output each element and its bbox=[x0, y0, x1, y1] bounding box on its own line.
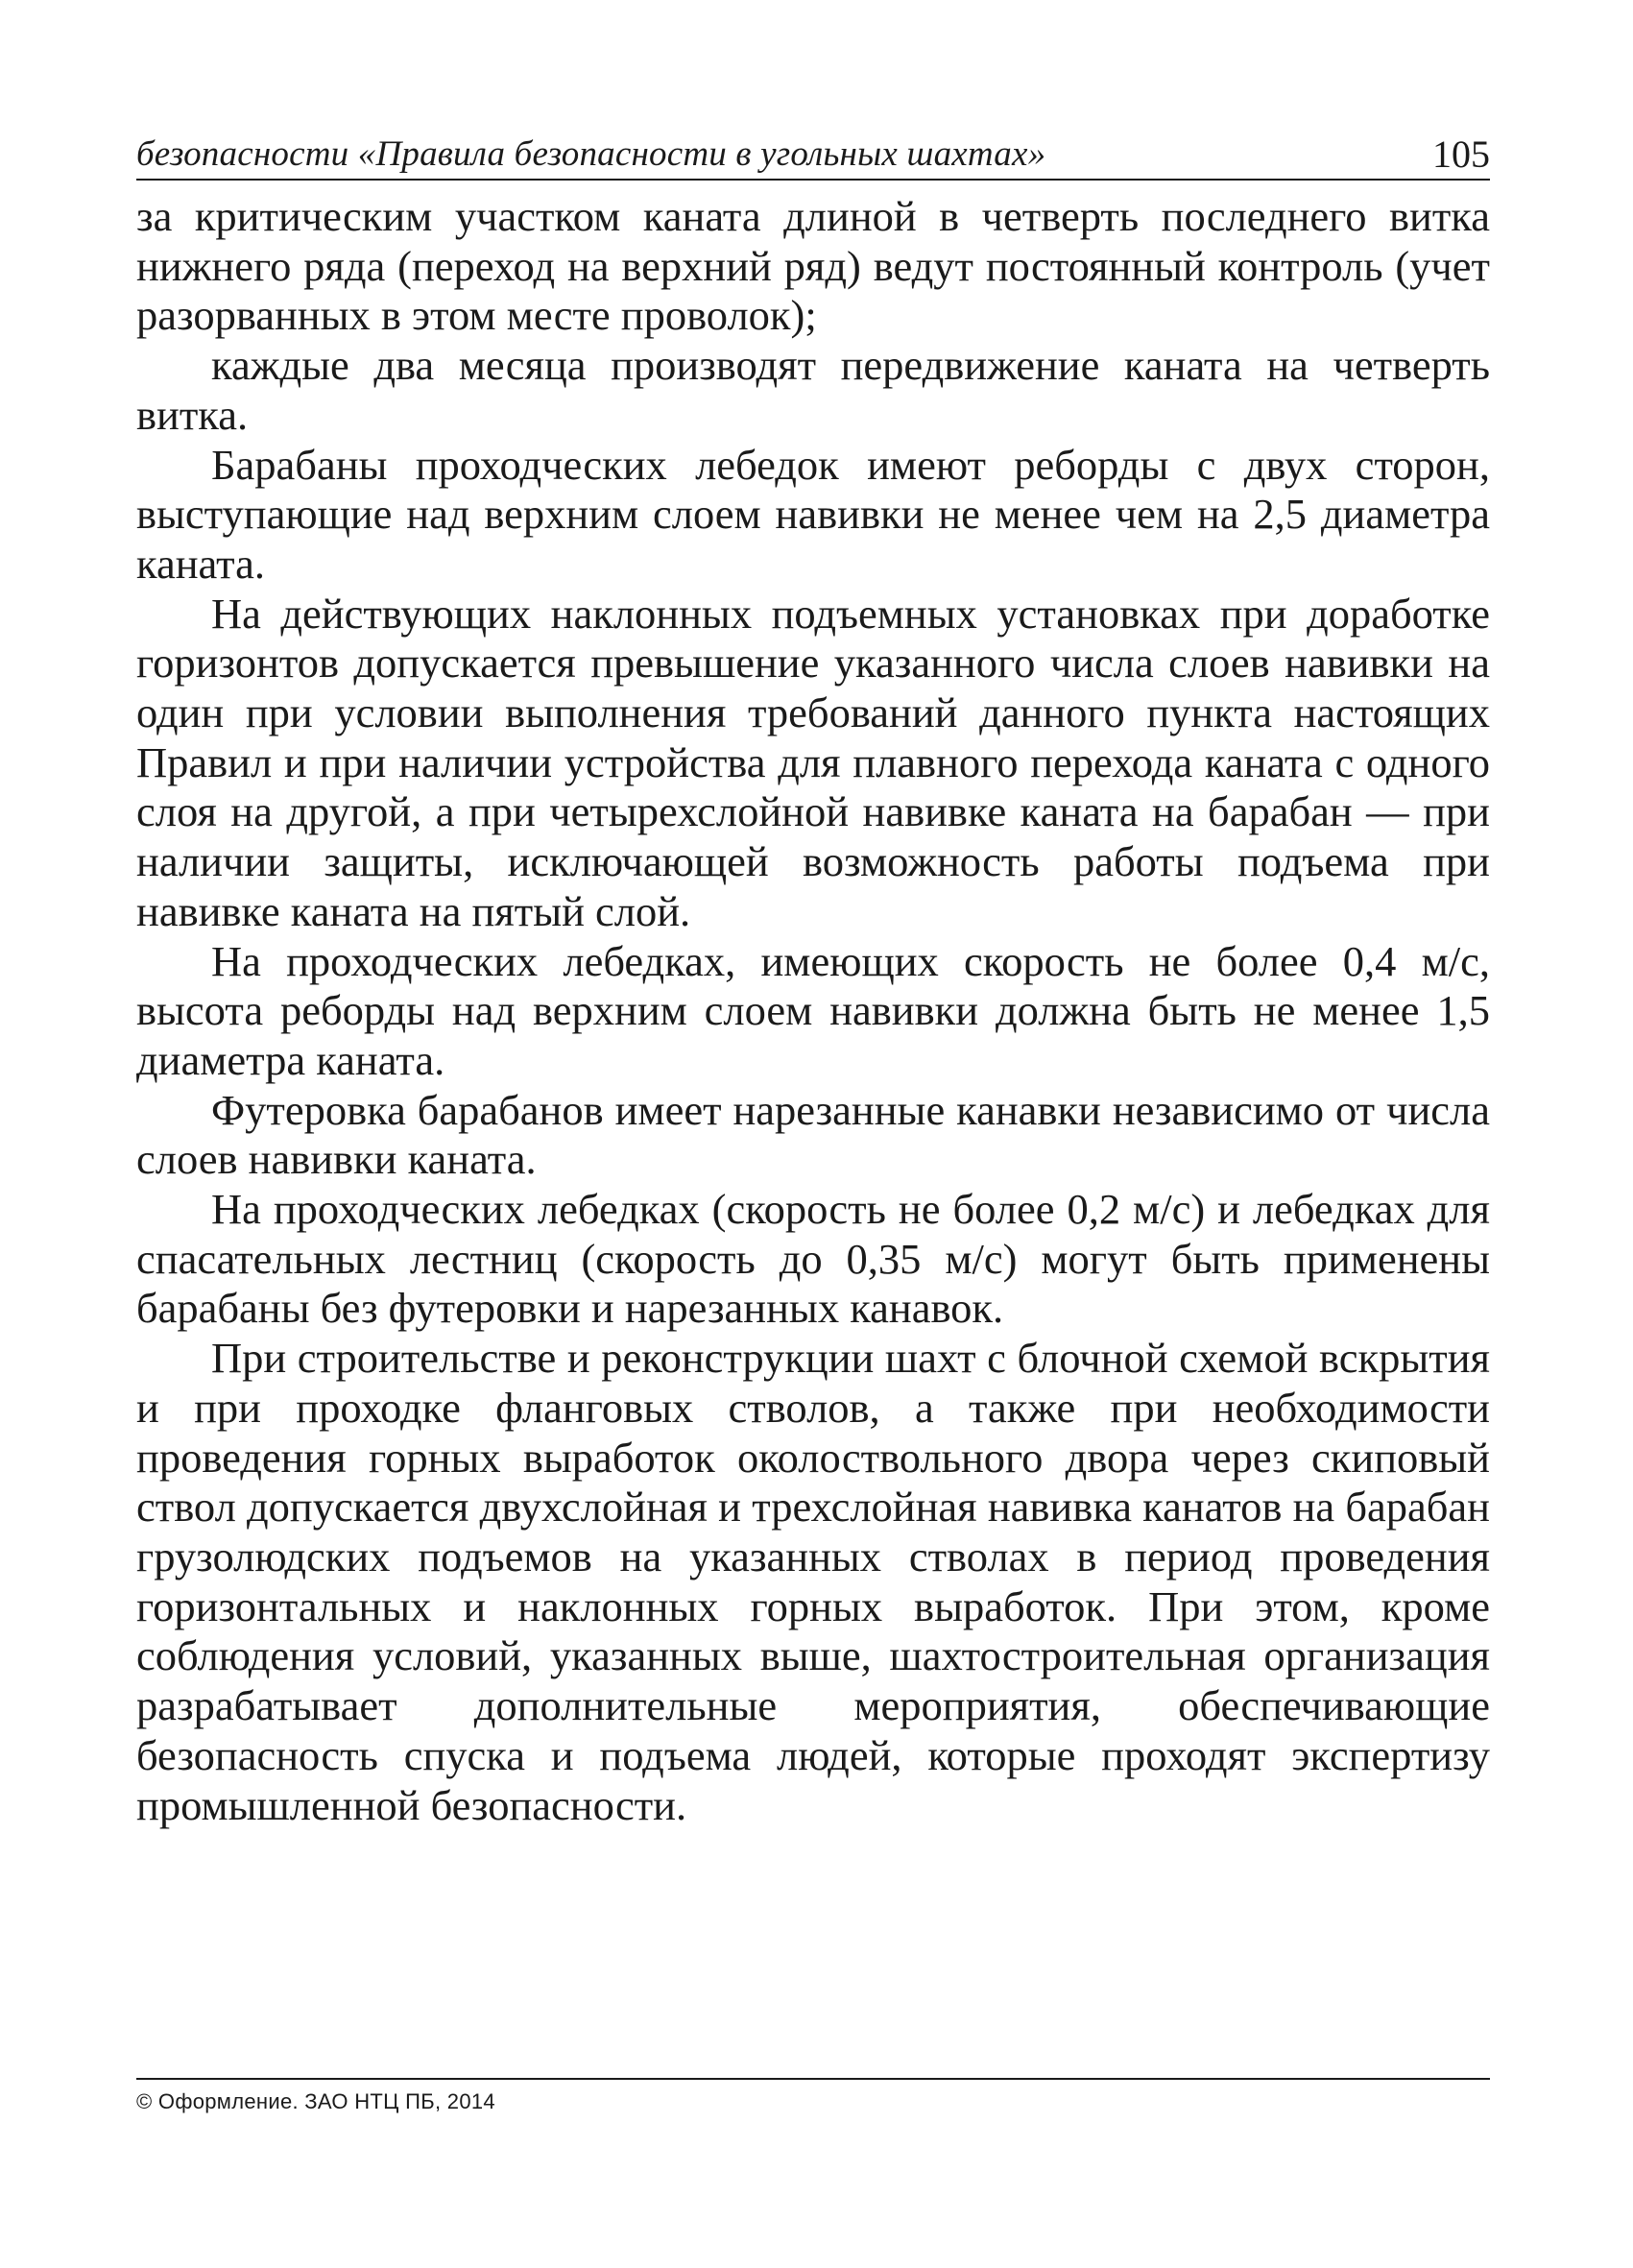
paragraph-1: за критическим участком каната длиной в четверть последнего витка нижнего ряда (переход на верхний ряд) ведут постоянный контроль (учет разорванных в этом месте проволок); bbox=[136, 192, 1490, 340]
running-header bbox=[136, 123, 1490, 181]
copyright-notice: © Оформление. ЗАО НТЦ ПБ, 2014 bbox=[136, 2089, 495, 2113]
paragraph-4: На действующих наклонных подъемных установках при доработке горизонтов допускается превышение указанного числа слоев навивки на один при условии выполнения требований данного пункта настоящих Правил и при наличии устройства для плавного перехода каната с одного слоя на другой, а при четырехслойной навивке каната на барабан — при наличии защиты, исключающей возможность работы подъема при навивке каната на пятый слой. bbox=[136, 589, 1490, 935]
page-footer bbox=[136, 2078, 1490, 2114]
paragraph-5: На проходческих лебедках, имеющих скорость не более 0,4 м/с, высота реборды над верхним слоем навивки должна быть не менее 1,5 диаметра каната. bbox=[136, 936, 1490, 1084]
paragraph-3: Барабаны проходческих лебедок имеют реборды с двух сторон, выступающие над верхним слоем навивки не менее чем на 2,5 диаметра каната. bbox=[136, 440, 1490, 588]
document-page bbox=[136, 123, 1490, 2139]
paragraph-7: На проходческих лебедках (скорость не более 0,2 м/с) и лебедках для спасательных лестниц (скорость до 0,35 м/с) могут быть применены барабаны без футеровки и нарезанных канавок. bbox=[136, 1185, 1490, 1333]
paragraph-2: каждые два месяца производят передвижение каната на четверть витка. bbox=[136, 341, 1490, 439]
paragraph-6: Футеровка барабанов имеет нарезанные канавки независимо от числа слоев навивки каната. bbox=[136, 1085, 1490, 1184]
paragraph-8: При строительстве и реконструкции шахт с блочной схемой вскрытия и при проходке фланговых стволов, а также при необходимости проведения горных выработок околоствольного двора через скиповый ствол допускается двухслойная и трехслойная навивка канатов на барабан грузолюдских подъемов на указанных стволах в период проведения горизонтальных и наклонных горных выработок. При этом, кроме соблюдения условий, указанных выше, шахтостроительная организация разрабатывает дополнительные мероприятия, обеспечивающие безопасность спуска и подъема людей, которые проходят экспертизу промышленной безопасности. bbox=[136, 1334, 1490, 1829]
body-text bbox=[136, 192, 1490, 1830]
page-number: 105 bbox=[1432, 133, 1490, 176]
running-header-title: безопасности «Правила безопасности в угольных шахтах» bbox=[136, 134, 1046, 174]
